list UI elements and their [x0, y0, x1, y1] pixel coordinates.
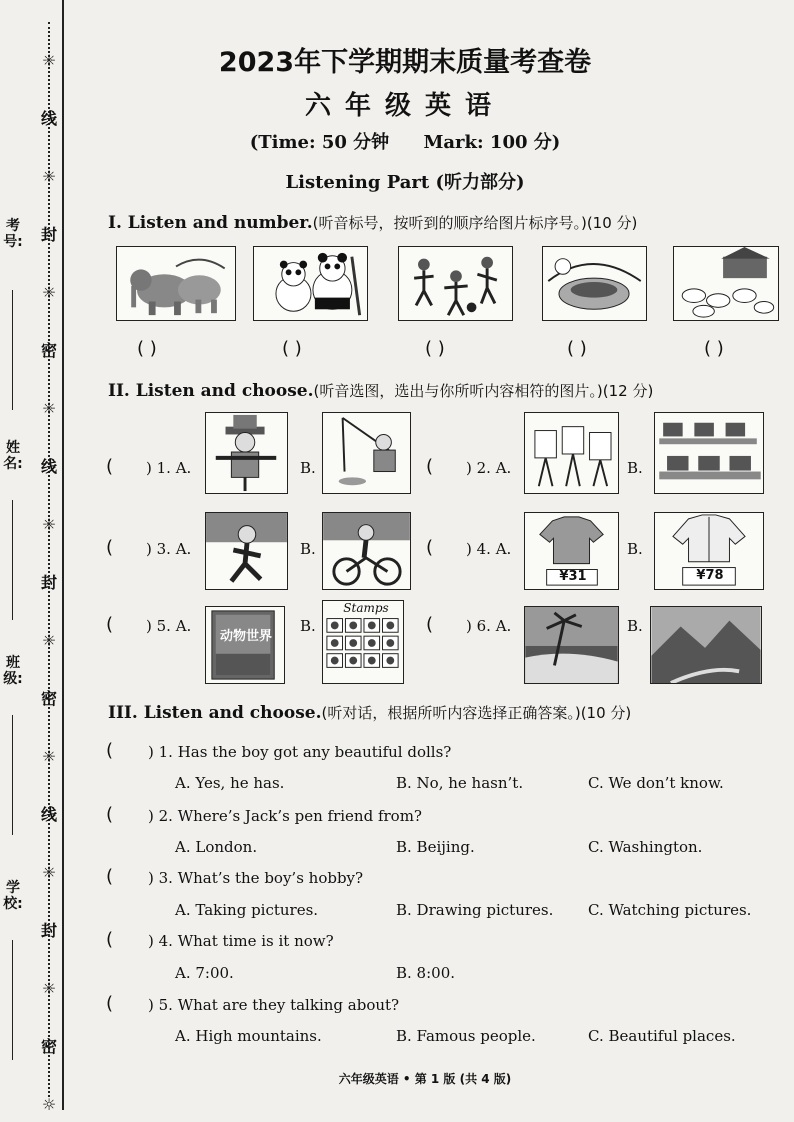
question-3-2-option-a[interactable]: A. London. — [175, 838, 258, 856]
question-2-1-label: ) 1. A. — [146, 459, 192, 477]
sun-mark-icon: ☼ — [41, 51, 57, 70]
question-3-2-option-c[interactable]: C. Washington. — [588, 838, 703, 856]
question-3-2: ) 2. Where’s Jack’s pen friend from? — [148, 807, 422, 825]
answer-blank-5[interactable]: ( ) — [704, 338, 724, 359]
question-3-5-option-c[interactable]: C. Beautiful places. — [588, 1027, 736, 1045]
sun-mark-icon: ☼ — [41, 399, 57, 418]
question-2-5-label: ) 5. A. — [146, 617, 192, 635]
scarecrow-picture — [205, 412, 288, 494]
question-3-3: ) 3. What’s the boy’s hobby? — [148, 869, 364, 887]
running-boy-picture — [205, 512, 288, 590]
farm-sheep-picture — [673, 246, 779, 321]
exam-number-line — [12, 290, 13, 410]
option-b-label: B. — [627, 617, 643, 635]
tshirt-picture — [524, 512, 619, 590]
question-2-2-label: ) 2. A. — [466, 459, 512, 477]
binding-margin — [0, 0, 100, 1122]
seal-mark-label: 线 — [40, 805, 57, 824]
section-1-heading: I. Listen and number.(听音标号，按听到的顺序给图片标序号。)(10 分) — [108, 213, 638, 233]
question-3-1: ) 1. Has the boy got any beautiful dolls? — [148, 743, 452, 761]
margin-border-line — [62, 0, 64, 1110]
children-playing-picture — [398, 246, 513, 321]
seal-mark-label: 封 — [40, 225, 57, 244]
bird-nest-picture — [542, 246, 647, 321]
question-2-6-label: ) 6. A. — [466, 617, 512, 635]
question-3-3-option-c[interactable]: C. Watching pictures. — [588, 901, 752, 919]
seal-mark-label: 封 — [40, 921, 57, 940]
answer-blank-s3-2[interactable]: ( — [106, 804, 114, 825]
page-footer: 六年级英语 • 第 1 版 (共 4 版) — [338, 1072, 512, 1086]
fishing-picture — [322, 412, 411, 494]
exam-mark: Mark: 100 分) — [423, 132, 561, 153]
computer-room-picture — [654, 412, 764, 494]
sun-mark-icon: ☼ — [41, 515, 57, 534]
class-label: 班级: — [3, 655, 23, 687]
answer-blank-s2-5[interactable]: ( — [106, 614, 114, 635]
question-3-1-option-a[interactable]: A. Yes, he has. — [175, 774, 285, 792]
question-3-2-option-b[interactable]: B. Beijing. — [396, 838, 475, 856]
option-b-label: B. — [300, 540, 316, 558]
answer-blank-s3-1[interactable]: ( — [106, 740, 114, 761]
book-title: 动物世界 — [220, 629, 273, 644]
cycling-boy-picture — [322, 512, 411, 590]
question-3-4: ) 4. What time is it now? — [148, 932, 334, 950]
school-line — [12, 940, 13, 1060]
stamps-caption: Stamps — [343, 601, 389, 615]
question-3-1-option-c[interactable]: C. We don’t know. — [588, 774, 724, 792]
answer-blank-s2-6[interactable]: ( — [426, 614, 434, 635]
answer-blank-s3-3[interactable]: ( — [106, 866, 114, 887]
section-2-heading: II. Listen and choose.(听音选图，选出与你所听内容相符的图片。)(12 分) — [108, 381, 654, 401]
school-label: 学校: — [3, 880, 23, 912]
option-b-label: B. — [627, 540, 643, 558]
seal-mark-label: 线 — [40, 457, 57, 476]
exam-time: (Time: 50 分钟 — [249, 132, 390, 153]
answer-blank-s2-2[interactable]: ( — [426, 456, 434, 477]
option-b-label: B. — [627, 459, 643, 477]
answer-blank-s2-4[interactable]: ( — [426, 537, 434, 558]
name-line — [12, 500, 13, 620]
beach-picture — [524, 606, 619, 684]
class-line — [12, 715, 13, 835]
mountains-picture — [650, 606, 762, 684]
seal-mark-label: 密 — [40, 1037, 57, 1056]
question-3-5-option-b[interactable]: B. Famous people. — [396, 1027, 536, 1045]
exam-title: 2023年下学期期末质量考查卷 — [218, 47, 592, 78]
sun-mark-icon: ☼ — [41, 979, 57, 998]
tshirt-price: ¥31 — [559, 569, 587, 584]
section-3-heading: III. Listen and choose.(听对话，根据所听内容选择正确答案。)(10 分) — [108, 703, 632, 723]
shirt-picture — [654, 512, 764, 590]
option-b-label: B. — [300, 617, 316, 635]
answer-blank-1[interactable]: ( ) — [137, 338, 157, 359]
question-3-4-option-b[interactable]: B. 8:00. — [396, 964, 456, 982]
sun-mark-icon: ☼ — [41, 283, 57, 302]
question-3-5-option-a[interactable]: A. High mountains. — [175, 1027, 322, 1045]
shirt-price: ¥78 — [696, 568, 724, 583]
seal-mark-label: 密 — [40, 689, 57, 708]
question-2-4-label: ) 4. A. — [466, 540, 512, 558]
seal-mark-label: 封 — [40, 573, 57, 592]
art-room-picture — [524, 412, 619, 494]
sun-mark-icon: ☼ — [41, 863, 57, 882]
answer-blank-s2-3[interactable]: ( — [106, 537, 114, 558]
stamps-picture — [322, 600, 404, 684]
sun-mark-icon: ☼ — [41, 631, 57, 650]
seal-mark-label: 线 — [40, 109, 57, 128]
answer-blank-s3-4[interactable]: ( — [106, 929, 114, 950]
exam-info — [120, 128, 690, 154]
name-label: 姓名: — [3, 440, 23, 472]
question-3-3-option-a[interactable]: A. Taking pictures. — [175, 901, 319, 919]
question-2-3-label: ) 3. A. — [146, 540, 192, 558]
answer-blank-2[interactable]: ( ) — [282, 338, 302, 359]
answer-blank-4[interactable]: ( ) — [567, 338, 587, 359]
question-3-1-option-b[interactable]: B. No, he hasn’t. — [396, 774, 524, 792]
answer-blank-s3-5[interactable]: ( — [106, 993, 114, 1014]
listening-part-title: Listening Part (听力部分) — [285, 172, 525, 193]
sun-mark-icon: ☼ — [41, 167, 57, 186]
elephants-picture — [116, 246, 236, 321]
answer-blank-s2-1[interactable]: ( — [106, 456, 114, 477]
option-b-label: B. — [300, 459, 316, 477]
seal-mark-label: 密 — [40, 341, 57, 360]
question-3-4-option-a[interactable]: A. 7:00. — [175, 964, 234, 982]
question-3-5: ) 5. What are they talking about? — [148, 996, 400, 1014]
exam-subtitle: 六年级英语 — [304, 91, 505, 121]
sun-mark-icon: ☼ — [41, 747, 57, 766]
animal-world-book-picture — [205, 606, 285, 684]
question-3-3-option-b[interactable]: B. Drawing pictures. — [396, 901, 554, 919]
exam-number-label: 考号: — [3, 218, 23, 250]
answer-blank-3[interactable]: ( ) — [425, 338, 445, 359]
pandas-picture — [253, 246, 368, 321]
sun-mark-icon: ☼ — [41, 1095, 57, 1114]
